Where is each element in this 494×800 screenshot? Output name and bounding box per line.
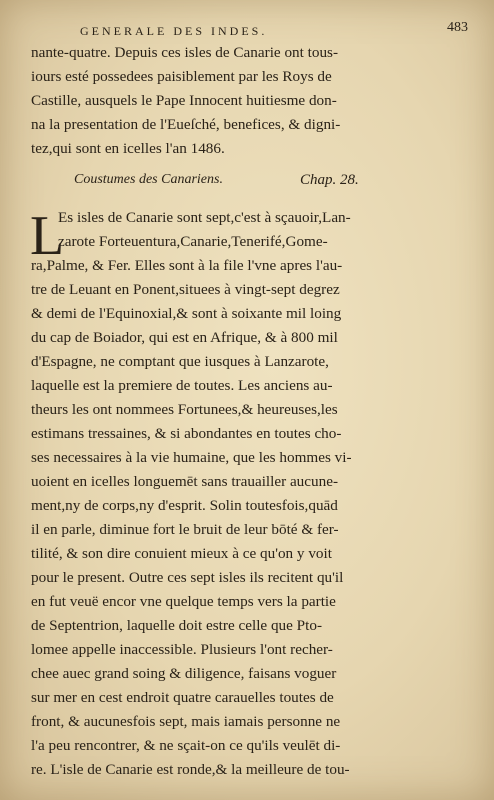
text-line: front, & aucunesfois sept, mais iamais personne ne — [31, 713, 341, 730]
text-line: nante-quatre. Depuis ces isles de Canarie ont tous- — [31, 44, 339, 61]
text-line: chee auec grand soing & diligence, faisans voguer — [31, 665, 337, 682]
text-line: il en parle, diminue fort le bruit de leur bōté & fer- — [31, 521, 339, 538]
text-line: na la presentation de l'Eueſché, benefices, & digni- — [31, 116, 341, 133]
text-line: sur mer en cest endroit quatre carauelles toutes de — [31, 689, 334, 706]
text-line: pour le present. Outre ces sept isles ils recitent qu'il — [31, 569, 344, 586]
text-line: Es isles de Canarie sont sept,c'est à sçauoir,Lan- — [58, 209, 351, 226]
text-line: theurs les ont nommees Fortunees,& heureuses,les — [31, 401, 338, 418]
text-line: re. L'isle de Canarie est ronde,& la meilleure de tou- — [31, 761, 350, 778]
text-line: ment,ny de corps,ny d'esprit. Solin toutesfois,quād — [31, 497, 338, 514]
chapter-heading — [0, 172, 494, 196]
page-header — [0, 20, 494, 42]
text-line: estimans tressaines, & si abondantes en toutes cho- — [31, 425, 342, 442]
text-line: de Septentrion, laquelle doit estre celle que Pto- — [31, 617, 323, 634]
text-line: du cap de Boiador, qui est en Afrique, & à 800 mil — [31, 329, 338, 346]
text-line: zarote Forteuentura,Canarie,Tenerifé,Gome- — [58, 233, 328, 250]
text-line: tilité, & son dire conuient mieux à ce qu'on y voit — [31, 545, 332, 562]
text-line: ra,Palme, & Fer. Elles sont à la file l'vne apres l'au- — [31, 257, 343, 274]
text-line: laquelle est la premiere de toutes. Les anciens au- — [31, 377, 333, 394]
text-line: iours esté possedees paisiblement par les Roys de — [31, 68, 332, 85]
text-line: lomee appelle inaccessible. Plusieurs l'ont recher- — [31, 641, 333, 658]
chapter-number: Chap. 28. — [300, 172, 359, 188]
chapter-title: Coustumes des Canariens. — [74, 172, 223, 187]
text-line: tre de Leuant en Ponent,situees à vingt-sept degrez — [31, 281, 340, 298]
page-number: 483 — [447, 20, 468, 35]
running-title: GENERALE DES INDES. — [80, 24, 268, 38]
text-line: l'a peu rencontrer, & ne sçait-on ce qu'ils veulēt di- — [31, 737, 341, 754]
text-line: Castille, ausquels le Pape Innocent huitiesme don- — [31, 92, 337, 109]
drop-capital: L — [30, 205, 65, 267]
text-line: ses necessaires à la vie humaine, que les hommes vi- — [31, 449, 352, 466]
text-line: & demi de l'Equinoxial,& sont à soixante mil loing — [31, 305, 342, 322]
text-line: en fut veuë encor vne quelque temps vers la partie — [31, 593, 336, 610]
text-line: tez,qui sont en icelles l'an 1486. — [31, 140, 225, 157]
text-line: uoient en icelles longuemēt sans trauailler aucune- — [31, 473, 339, 490]
text-line: d'Espagne, ne comptant que iusques à Lanzarote, — [31, 353, 329, 370]
